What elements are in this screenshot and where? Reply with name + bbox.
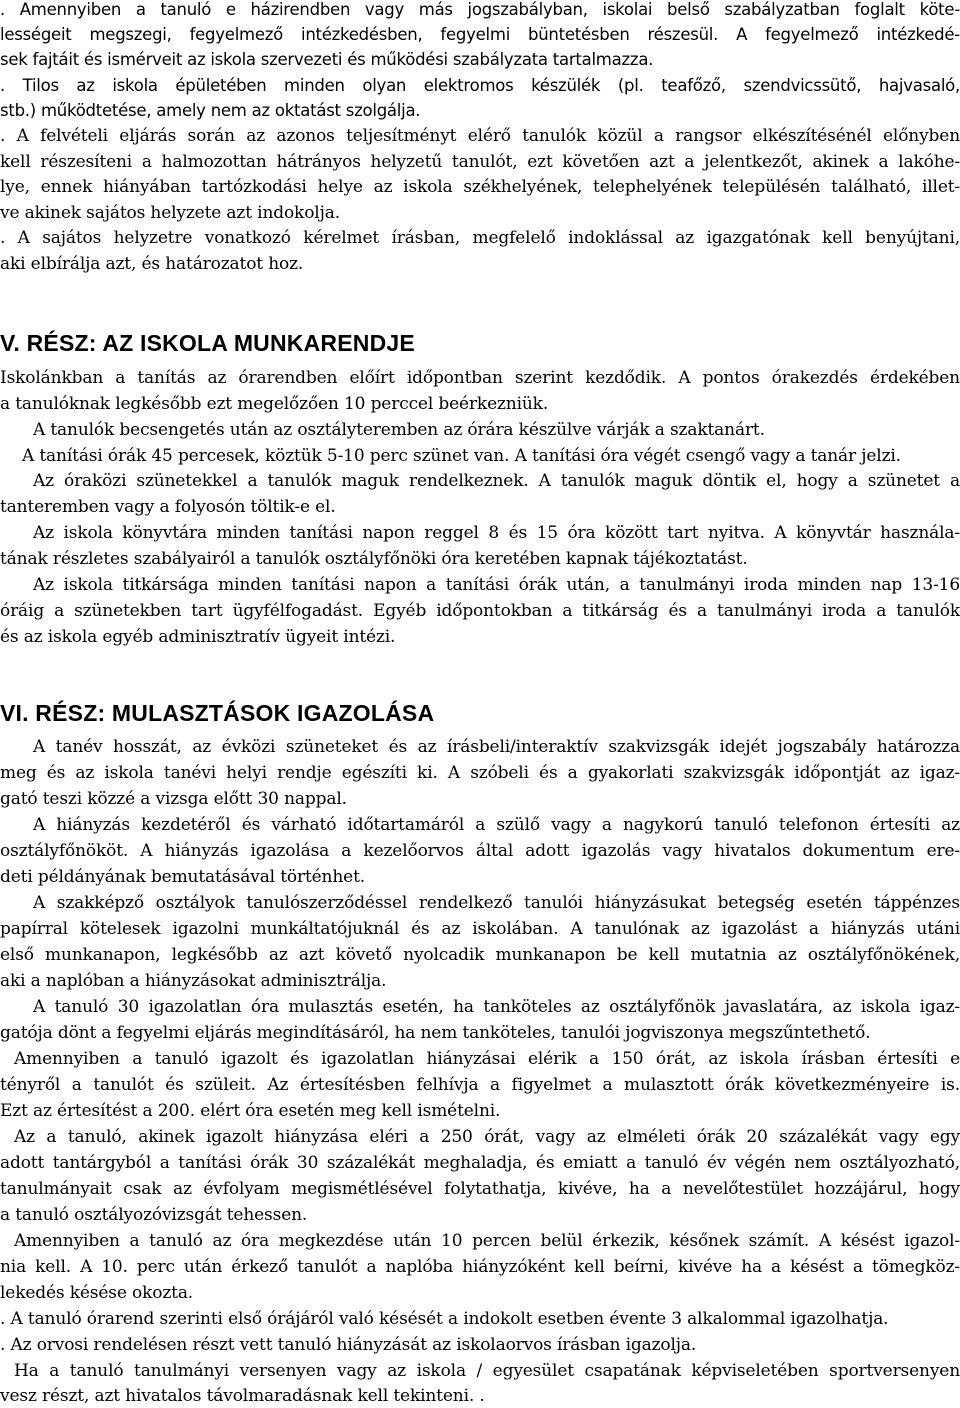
- paragraph-line: . A tanuló órarend szerinti első órájáról való késését a indokolt esetben évente 3 alkalommal igazolhatja.: [0, 1309, 889, 1329]
- paragraph-line: . Az orvosi rendelésen részt vett tanuló hiányzását az iskolaorvos írásban igazolja.: [0, 1335, 697, 1355]
- paragraph-line: adott tantárgyból a tanítási órák 30 százalékát meghaladja, és emiatt a tanuló év végén nem osztályozható,: [0, 1153, 960, 1173]
- paragraph-line: Az a tanuló, akinek igazolt hiányzása eléri a 250 órát, vagy az elméleti órák 20 százalékát vagy egy: [14, 1127, 960, 1147]
- paragraph-line: meg és az iskola tanévi helyi rendje egészíti ki. A szóbeli és a gyakorlati szakvizsgák időpontját az igaz-: [0, 763, 960, 783]
- paragraph-line: tanulmányait csak az évfolyam megismétlésével folytathatja, kivéve, ha a nevelőtestület hozzájárul, hogy: [0, 1179, 960, 1199]
- paragraph-line: aki elbírálja azt, és határozatot hoz.: [0, 254, 304, 274]
- paragraph-line: Az iskola könyvtára minden tanítási napon reggel 8 és 15 óra között tart nyitva. A könyvtár használa-: [33, 523, 960, 543]
- paragraph-line: a tanuló osztályozóvizsgát tehessen.: [0, 1205, 308, 1225]
- paragraph-line: papírral kötelesek igazolni munkáltatójuknál és az iskolában. A tanulónak az igazolást a hiányzás utáni: [0, 919, 960, 939]
- paragraph-line: tának részletes szabályairól a tanulók osztályfőnöki óra keretében kapnak tájékoztatást.: [0, 549, 748, 569]
- paragraph-line: deti példányának bemutatásával történhet.: [0, 867, 366, 887]
- paragraph-line: lekedés késése okozta.: [0, 1283, 194, 1303]
- paragraph-line: osztályfőnököt. A hiányzás igazolása a kezelőorvos által adott igazolás vagy hivatalos dokumentum ere-: [0, 841, 960, 861]
- paragraph-line: A tanulók becsengetés után az osztályteremben az órára készülve várják a szaktanárt.: [33, 420, 765, 440]
- paragraph-line: gató teszi közzé a vizsga előtt 30 nappal.: [0, 789, 347, 809]
- paragraph-line: nia kell. A 10. perc után érkező tanulót a naplóba hiányzóként kell beírni, kivéve ha a késést a tömegköz-: [0, 1257, 960, 1277]
- paragraph-line: első munkanapon, legkésőbb az azt követő nyolcadik munkanapon be kell mutatnia az osztályfőnökének,: [0, 945, 960, 965]
- paragraph-line: gatója dönt a fegyelmi eljárás megindításáról, ha nem tanköteles, tanulói jogviszonya megszűntethető.: [0, 1023, 871, 1043]
- paragraph-line: Amennyiben a tanuló az óra megkezdése után 10 percen belül érkezik, későnek számít. A késést igazol-: [14, 1231, 960, 1251]
- paragraph-line: A tanév hosszát, az évközi szüneteket és az írásbeli/interaktív szakvizsgák idejét jogszabály határozza: [33, 737, 960, 757]
- paragraph-line: aki a naplóban a hiányzásokat adminisztrálja.: [0, 971, 387, 991]
- paragraph-line: . Amennyiben a tanuló e házirendben vagy más jogszabályban, iskolai belső szabályzatban foglalt köte-: [0, 0, 960, 19]
- paragraph-line: Az óraközi szünetekkel a tanulók maguk rendelkeznek. A tanulók maguk döntik el, hogy a szünetet a: [33, 471, 960, 491]
- paragraph-line: . Tilos az iskola épületében minden olyan elektromos készülék (pl. teafőző, szendvicssütő, hajvasaló,: [0, 76, 960, 95]
- paragraph-line: A szakképző osztályok tanulószerződéssel rendelkező tanulói hiányzásukat betegség esetén táppénzes: [33, 893, 960, 913]
- section-heading: VI. RÉSZ: MULASZTÁSOK IGAZOLÁSA: [0, 700, 435, 726]
- paragraph-line: vesz részt, azt hivatalos távolmaradásnak kell tekinteni. .: [0, 1386, 485, 1406]
- paragraph-line: és az iskola egyéb adminisztratív ügyeit intézi.: [0, 627, 396, 647]
- paragraph-line: A tanuló 30 igazolatlan óra mulasztás esetén, ha tanköteles az osztályfőnök javaslatára, az iskola igaz-: [33, 997, 960, 1017]
- paragraph-line: ve akinek sajátos helyzete azt indokolja.: [0, 203, 340, 223]
- paragraph-line: tényről a tanulót és szüleit. Az értesítésben felhívja a figyelmet a mulasztott órák következményeire is.: [0, 1075, 960, 1095]
- paragraph-line: Az iskola titkársága minden tanítási napon a tanítási órák után, a tanulmányi iroda minden nap 13-16: [33, 575, 960, 595]
- paragraph-line: Iskolánkban a tanítás az órarendben előírt időpontban szerint kezdődik. A pontos órakezdés érdekében: [0, 368, 960, 388]
- paragraph-line: stb.) működtetése, amely nem az oktatást szolgálja.: [0, 101, 421, 120]
- paragraph-line: a tanulóknak legkésőbb ezt megelőzően 10 perccel beérkezniük.: [0, 394, 549, 414]
- paragraph-line: lye, ennek hiányában tartózkodási helye az iskola székhelyének, telephelyének településén található, illet-: [0, 177, 960, 197]
- paragraph-line: Ezt az értesítést a 200. elért óra esetén meg kell ismételni.: [0, 1101, 501, 1121]
- paragraph-line: sek fajtáit és ismérveit az iskola szervezeti és működési szabályzata tartalmazza.: [0, 50, 654, 69]
- paragraph-line: tanteremben vagy a folyosón töltik-e el.: [0, 497, 336, 517]
- paragraph-line: . A felvételi eljárás során az azonos teljesítményt elérő tanulók közül a rangsor elkészítésénél előnyben: [0, 126, 960, 146]
- section-heading: V. RÉSZ: AZ ISKOLA MUNKARENDJE: [0, 330, 415, 356]
- paragraph-line: Ha a tanuló tanulmányi versenyen vagy az iskola / egyesület csapatának képviseletében sportversenyen: [14, 1361, 960, 1381]
- paragraph-line: A tanítási órák 45 percesek, köztük 5-10 perc szünet van. A tanítási óra végét csengő vagy a tanár jelzi.: [22, 446, 901, 466]
- paragraph-line: óráig a szünetekben tart ügyfélfogadást. Egyéb időpontokban a titkárság és a tanulmányi iroda a tanulók: [0, 601, 960, 621]
- paragraph-line: Amennyiben a tanuló igazolt és igazolatlan hiányzásai elérik a 150 órát, az iskola írásban értesíti e: [14, 1049, 960, 1069]
- paragraph-line: A hiányzás kezdetéről és várható időtartamáról a szülő vagy a nagykorú tanuló telefonon értesíti az: [33, 815, 960, 835]
- paragraph-line: kell részesíteni a halmozottan hátrányos helyzetű tanulót, ezt követően azt a jelentkezőt, akinek a lakóhe-: [0, 152, 960, 172]
- paragraph-line: lességeit megszegi, fegyelmező intézkedésben, fegyelmi büntetésben részesül. A fegyelmező intézkedé-: [0, 25, 960, 44]
- paragraph-line: . A sajátos helyzetre vonatkozó kérelmet írásban, megfelelő indoklással az igazgatónak kell benyújtani,: [0, 228, 960, 248]
